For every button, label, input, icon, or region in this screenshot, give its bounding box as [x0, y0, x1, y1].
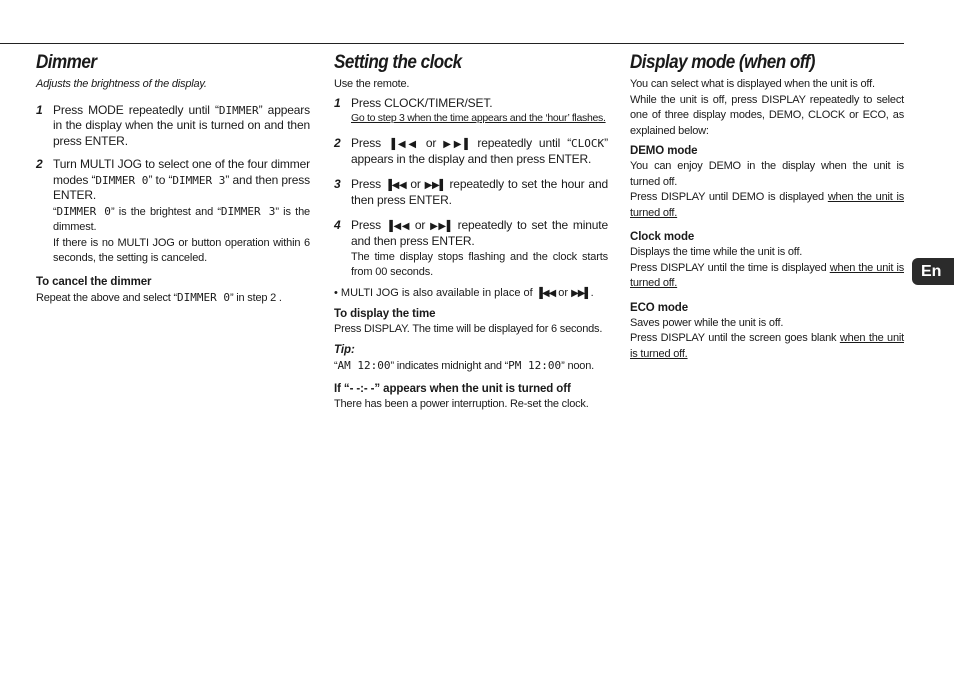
dimmer-intro: Adjusts the brightness of the display.: [36, 78, 207, 90]
dimmer-note-1: [53, 204, 310, 236]
clock-intro: Use the remote.: [334, 78, 410, 90]
clock-step-3: [334, 177, 608, 209]
lcd-text: DIMMER 3: [220, 204, 276, 218]
note-text: ” is the dimmest.: [53, 205, 311, 233]
cancel-dimmer-heading: To cancel the dimmer: [36, 275, 152, 288]
dimmer-title: Dimmer: [36, 52, 97, 73]
eco-mode-text-2: [630, 331, 904, 362]
clock-title: Setting the clock: [334, 52, 462, 73]
lcd-text: DIMMER: [218, 103, 259, 117]
body-text: “: [334, 359, 338, 372]
dimmer-step-1: [36, 103, 310, 150]
body-text: or: [555, 286, 572, 299]
dimmer-step-2: [36, 157, 310, 267]
lcd-text: PM 12:00: [508, 358, 562, 372]
top-rule: [0, 43, 904, 44]
clock-section: [334, 50, 608, 413]
step-number: 2: [334, 135, 341, 150]
demo-mode-text-2: [630, 190, 904, 221]
cancel-dimmer-text: [36, 290, 310, 307]
clock-step-2: [334, 136, 608, 168]
demo-mode-text-1: You can enjoy DEMO in the display when the unit is turned off.: [630, 160, 904, 188]
lcd-text: DIMMER 0: [56, 204, 111, 218]
step-text: Press: [351, 135, 388, 150]
step-text: or: [410, 217, 431, 232]
step-text: ” to “: [148, 172, 173, 187]
multi-jog-note: [334, 286, 608, 302]
underlined-text: when the unit is turned off.: [630, 332, 904, 360]
step-number: 4: [334, 217, 341, 232]
body-text: Press DISPLAY until the time is displayed: [630, 261, 830, 274]
eco-mode-text-1: Saves power while the unit is off.: [630, 316, 784, 329]
clock-step-1-note: Go to step 3 when the time appears and the ‘hour’ flashes.: [351, 112, 606, 124]
underlined-text: when the unit is turned off.: [630, 191, 904, 219]
skip-forward-icon: ▶▶▌: [424, 179, 446, 191]
step-text: repeatedly until “: [470, 135, 572, 150]
dimmer-section: [36, 50, 310, 306]
clock-mode-text-2: [630, 261, 904, 292]
step-text: repeatedly to set the minute and then press ENTER.: [351, 217, 608, 248]
step-text: Turn MULTI JOG to select one of the four dimmer modes “: [53, 157, 310, 187]
step-text: ” and then press ENTER.: [53, 172, 310, 202]
eco-mode-heading: ECO mode: [630, 301, 688, 314]
step-text: Press: [351, 176, 385, 191]
step-number: 3: [334, 176, 341, 191]
skip-back-icon: ▐◀◀: [384, 179, 407, 191]
skip-back-icon: ▐◀◀: [387, 138, 419, 150]
dimmer-note-2: If there is no MULTI JOG or button operation within 6 seconds, the setting is canceled.: [53, 236, 310, 264]
clock-step-4-note: The time display stops flashing and the clock starts from 00 seconds.: [351, 250, 608, 278]
body-text: • MULTI JOG is also available in place of: [334, 286, 536, 299]
skip-back-icon: ▐◀◀: [535, 287, 556, 299]
body-text: Press DISPLAY until DEMO is displayed: [630, 191, 828, 203]
power-interruption-heading: If “- -:- -” appears when the unit is turned off: [334, 383, 571, 395]
skip-forward-icon: ▶▶▌: [443, 138, 471, 150]
body-text: ” in step 2 .: [229, 291, 282, 304]
language-tab: En: [912, 258, 954, 285]
power-interruption-text: There has been a power interruption. Re-set the clock.: [334, 398, 589, 410]
skip-back-icon: ▐◀◀: [385, 220, 411, 232]
step-number: 1: [334, 95, 341, 110]
lcd-text: AM 12:00: [337, 358, 391, 372]
step-text: ” appears in the display when the unit is turned on and then press ENTER.: [53, 102, 310, 148]
step-text: or: [418, 135, 444, 150]
lcd-text: DIMMER 3: [172, 173, 226, 187]
skip-forward-icon: ▶▶▌: [430, 220, 453, 232]
clock-step-1: [334, 96, 608, 127]
body-text: .: [590, 286, 594, 299]
lcd-text: DIMMER 0: [176, 290, 230, 304]
step-text: or: [406, 176, 425, 191]
clock-mode-text-1: Displays the time while the unit is off.: [630, 246, 803, 258]
step-text: ” appears in the display and then press ENTER.: [351, 135, 609, 166]
body-text: ” indicates midnight and “: [390, 359, 509, 372]
tip-label: Tip:: [334, 343, 355, 356]
note-text: ” is the brightest and “: [110, 205, 221, 218]
demo-mode-heading: DEMO mode: [630, 145, 698, 157]
lcd-text: CLOCK: [571, 136, 605, 150]
display-time-heading: To display the time: [334, 308, 436, 320]
display-mode-intro-2: While the unit is off, press DISPLAY repeatedly to select one of three display modes, DEMO, CLOCK or ECO, as explained below:: [630, 93, 904, 137]
display-mode-section: [630, 50, 904, 362]
display-mode-title: Display mode (when off): [630, 52, 815, 73]
clock-mode-heading: Clock mode: [630, 231, 695, 243]
skip-forward-icon: ▶▶▌: [571, 287, 591, 299]
underlined-text: when the unit is turned off.: [630, 261, 904, 289]
step-text: repeatedly to set the hour and then press ENTER.: [351, 176, 608, 207]
lcd-text: DIMMER 0: [95, 173, 149, 187]
body-text: ” noon.: [561, 359, 594, 372]
step-number: 2: [36, 157, 43, 171]
body-text: Repeat the above and select “: [36, 291, 177, 304]
step-text: Press MODE repeatedly until “: [53, 102, 219, 117]
step-text: Press CLOCK/TIMER/SET.: [351, 95, 493, 110]
body-text: Press DISPLAY until the screen goes blank: [630, 332, 840, 344]
step-number: 1: [36, 102, 43, 117]
display-mode-intro-1: You can select what is displayed when the unit is off.: [630, 78, 875, 90]
note-text: “: [53, 205, 57, 218]
tip-text: [334, 358, 608, 375]
clock-step-4: [334, 218, 608, 281]
step-text: Press: [351, 217, 386, 232]
display-time-text: Press DISPLAY. The time will be displayed for 6 seconds.: [334, 323, 603, 335]
